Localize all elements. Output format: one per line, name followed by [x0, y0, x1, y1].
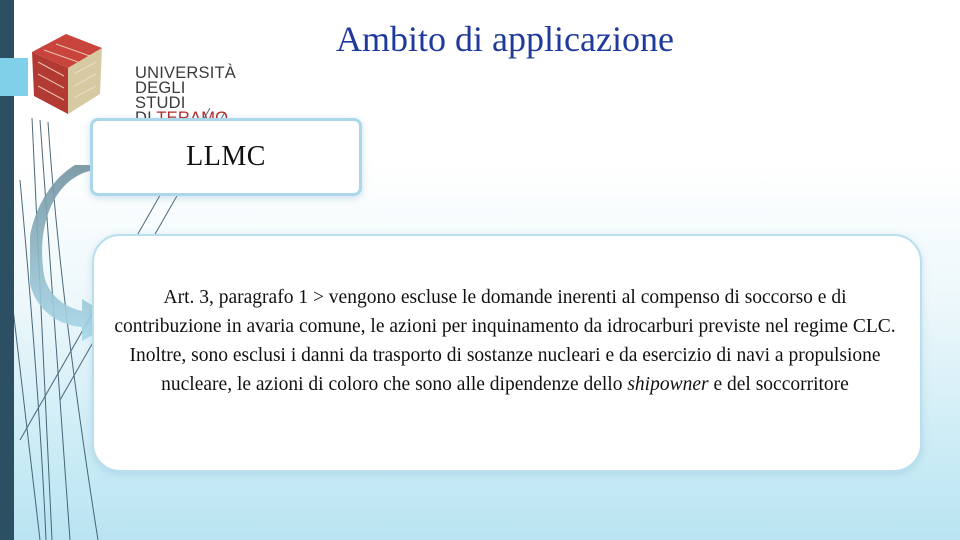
body-text-part-2: e del soccorritore: [708, 374, 849, 395]
logo-line-1: UNIVERSITÀ: [135, 64, 237, 82]
logo-wordmark: [135, 66, 236, 126]
logo-line-2: DEGLI STUDI: [135, 79, 186, 112]
body-text-italic: shipowner: [627, 374, 709, 395]
llmc-label: LLMC: [186, 141, 266, 172]
cube-logo-icon: [28, 22, 106, 118]
body-text-part-1: Art. 3, paragrafo 1 > vengono escluse le domande inerenti al compenso di soccorso e di contribuzione in avaria comune, le azioni per inquinamento da idrocarburi previste nel regime CLC. Inoltre, sono esclusi i danni da trasporto di sostanze nucleari e da esercizio di navi a propulsione nucleare, le azioni di coloro che sono alle dipendenze dello: [114, 287, 896, 395]
university-logo: [28, 22, 237, 118]
body-paragraph: [110, 283, 900, 399]
llmc-label-box: [90, 118, 362, 196]
slide-title: Ambito di applicazione: [336, 19, 674, 59]
